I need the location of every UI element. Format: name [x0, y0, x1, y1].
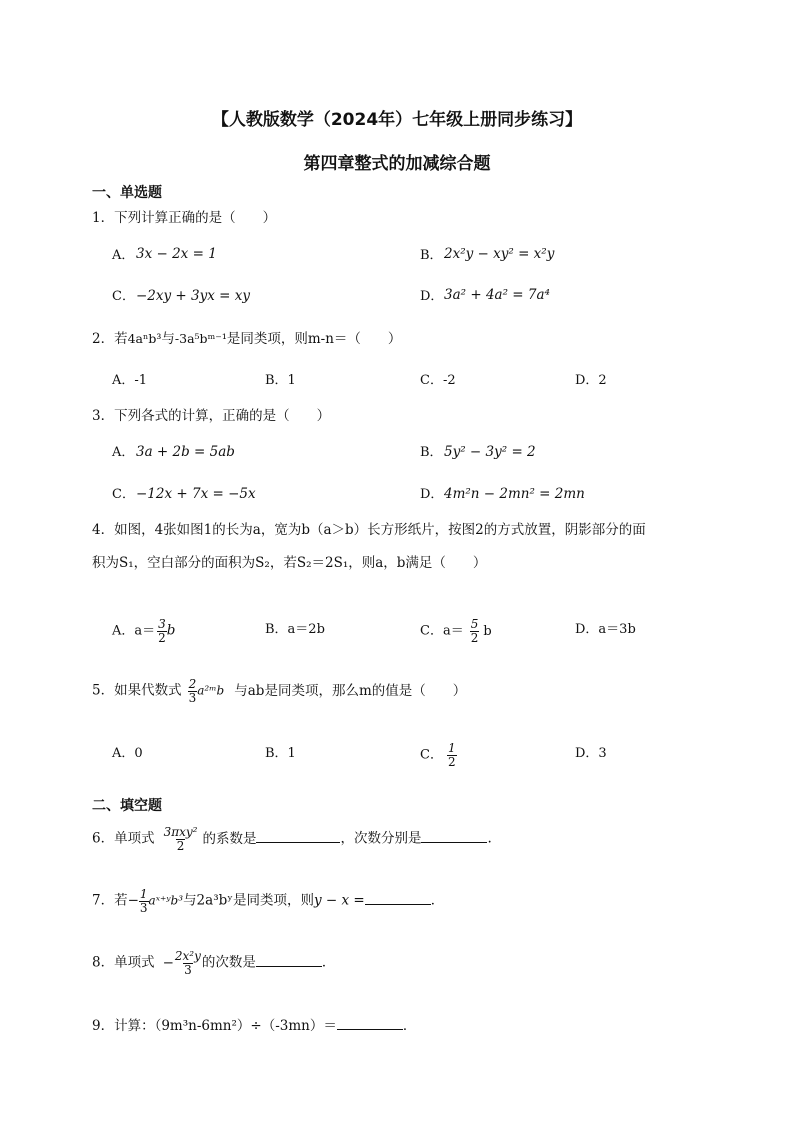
question-4-stem-line-1: 4．如图，4张如图1的长为a，宽为b（a＞b）长方形纸片，按图2的方式放置，阴影部分的面	[92, 522, 646, 538]
question-5-stem: 5．如果代数式 $\frac{2}{3}$ a²ᵐb 与ab是同类项，那么m的值是（ ）	[92, 677, 467, 705]
q1-option-a: A．	[112, 248, 135, 263]
q4-option-d: D．a＝3b	[575, 622, 636, 637]
q1-option-c: C．	[112, 289, 135, 304]
q5-option-b: B．1	[265, 746, 296, 761]
question-7-stem: 7．若− $\frac{1}{3}$ aˣ⁺ʸb³与2a³bʸ是同类项，则y − x = ．	[92, 887, 445, 915]
q5-option-d: D．3	[575, 746, 607, 761]
q1-option-b-expr: 2x²y − xy² = x²y	[444, 246, 555, 262]
question-1-stem: 1．下列计算正确的是（ ）	[92, 210, 277, 226]
q2-option-b: B．1	[265, 373, 296, 388]
q3-option-c-expr: −12x + 7x = −5x	[136, 486, 256, 502]
q1-option-b: B．	[420, 248, 443, 263]
q4-option-b: B．a＝2b	[265, 622, 325, 637]
q9-answer-blank[interactable]	[337, 1017, 403, 1030]
q3-option-a: A．	[112, 445, 135, 460]
document-title: 【人教版数学（2024年）七年级上册同步练习】	[211, 110, 583, 130]
question-4-stem-line-2: 积为S₁，空白部分的面积为S₂，若S₂＝2S₁，则a，b满足（ ）	[92, 555, 487, 571]
q3-option-a-expr: 3a + 2b = 5ab	[136, 444, 235, 460]
q1-option-c-expr: −2xy + 3yx = xy	[136, 288, 250, 304]
q5-option-c: C． $\frac{1}{2}$	[420, 741, 456, 769]
question-9-stem: 9．计算：（9m³n-6mn²）÷（-3mn）＝ ．	[92, 1018, 417, 1034]
q4-option-c: C．a＝ $\frac{5}{2}$ b	[420, 617, 492, 645]
question-3-stem: 3．下列各式的计算，正确的是（ ）	[92, 408, 331, 424]
q2-option-d: D．2	[575, 373, 607, 388]
q1-option-d: D．	[420, 289, 444, 304]
q1-option-a-expr: 3x − 2x = 1	[136, 246, 217, 262]
q4-option-a: A．a＝ $\frac{3}{2}$ b	[112, 617, 176, 645]
question-8-stem: 8．单项式 − $\frac{\text{2x²y}}{3}$ 的次数是 ．	[92, 949, 336, 977]
q3-option-b-expr: 5y² − 3y² = 2	[444, 444, 536, 460]
document-subtitle: 第四章整式的加减综合题	[303, 154, 491, 174]
q3-option-d: D．	[420, 487, 444, 502]
q6-answer-blank-2[interactable]	[421, 830, 487, 843]
q3-option-c: C．	[112, 487, 135, 502]
q7-answer-blank[interactable]	[365, 892, 431, 905]
q5-option-a: A．0	[112, 746, 143, 761]
q2-option-c: C．-2	[420, 373, 456, 388]
question-6-stem: 6．单项式 $\frac{\text{3πxy²}}{2}$ 的系数是 ，次数分别是 .	[92, 825, 492, 853]
q3-option-d-expr: 4m²n − 2mn² = 2mn	[444, 486, 585, 502]
q8-answer-blank[interactable]	[256, 954, 322, 967]
section-heading-fill-blank: 二、填空题	[92, 798, 162, 814]
section-heading-single-choice: 一、单选题	[92, 185, 162, 201]
question-2-stem: 2．若4aⁿb³与-3a⁵bᵐ⁻¹是同类项，则m-n＝（ ）	[92, 331, 402, 347]
q3-option-b: B．	[420, 445, 443, 460]
q6-answer-blank-1[interactable]	[256, 830, 340, 843]
q2-option-a: A．-1	[112, 373, 148, 388]
q1-option-d-expr: 3a² + 4a² = 7a⁴	[444, 287, 550, 303]
